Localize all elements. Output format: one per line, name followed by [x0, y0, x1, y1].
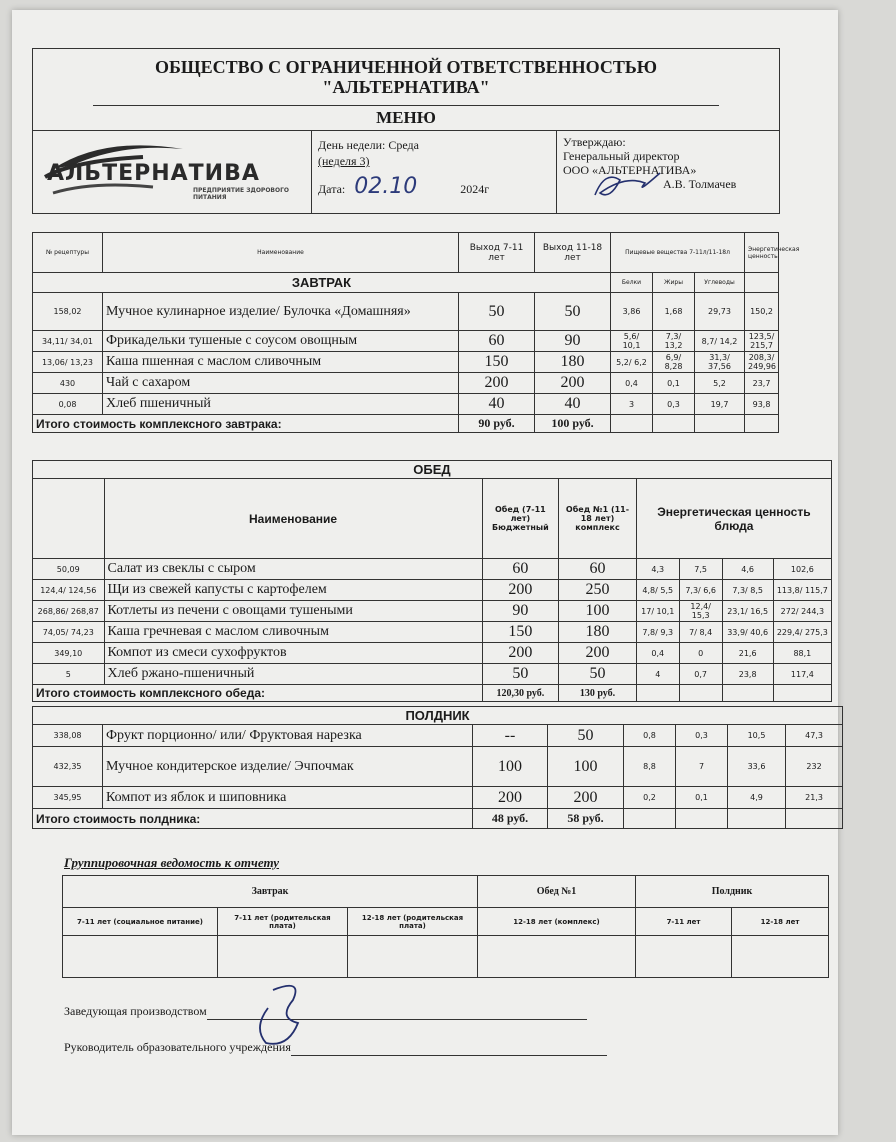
dish-name: Мучное кондитерское изделие/ Эчпочмак: [103, 747, 473, 787]
menu-row: [33, 352, 779, 373]
portion-2: 180: [559, 622, 637, 643]
dish-name: Фрукт порционно/ или/ Фруктовая нарезка: [103, 725, 473, 747]
approve-label: Утверждаю:: [563, 135, 626, 149]
dish-name: Компот из яблок и шиповника: [103, 787, 473, 809]
lunch-price-budget: 120,30 руб.: [482, 685, 559, 702]
protein: 4,3: [636, 559, 679, 580]
fat: 0,1: [676, 787, 728, 809]
portion-2: 60: [559, 559, 637, 580]
grouping-b-social: 7-11 лет (социальное питание): [63, 908, 218, 936]
org-line-2: "АЛЬТЕРНАТИВА": [322, 77, 490, 97]
dish-name: Салат из свеклы с сыром: [104, 559, 482, 580]
breakfast-price-7-11: 90 руб.: [459, 415, 535, 433]
lunch-price-complex: 130 руб.: [559, 685, 637, 702]
menu-row: [33, 622, 832, 643]
portion-2: 40: [535, 394, 611, 415]
fat: 0,1: [653, 373, 695, 394]
menu-row: [33, 331, 779, 352]
dish-name: Хлеб пшеничный: [103, 394, 459, 415]
fat: 1,68: [653, 293, 695, 331]
recipe-number: 74,05/ 74,23: [33, 622, 105, 643]
portion-1: 100: [473, 747, 548, 787]
protein: 8,8: [624, 747, 676, 787]
menu-row: [33, 394, 779, 415]
approve-company: ООО «АЛЬТЕРНАТИВА»: [563, 163, 697, 177]
menu-row: [33, 373, 779, 394]
portion-2: 50: [535, 293, 611, 331]
energy: 150,2: [745, 293, 779, 331]
lunch-col-name: Наименование: [104, 479, 482, 559]
snack-price-11-18: 58 руб.: [548, 809, 624, 829]
carbs: 10,5: [728, 725, 786, 747]
recipe-number: 158,02: [33, 293, 103, 331]
logo-tagline: ПРЕДПРИЯТИЕ ЗДОРОВОГО ПИТАНИЯ: [193, 187, 290, 201]
portion-2: 250: [559, 580, 637, 601]
menu-row: [33, 580, 832, 601]
grouping-section: [62, 855, 828, 978]
lunch-section: [32, 460, 832, 702]
production-signature-line: [64, 1004, 587, 1020]
lunch-total-label: Итого стоимость комплексного обеда:: [33, 685, 483, 702]
dish-name: Мучное кулинарное изделие/ Булочка «Домашняя»: [103, 293, 459, 331]
menu-row: [33, 725, 843, 747]
menu-title: МЕНЮ: [33, 106, 779, 131]
company-logo: [33, 131, 312, 213]
org-line-1: ОБЩЕСТВО С ОГРАНИЧЕННОЙ ОТВЕТСТВЕННОСТЬЮ: [155, 57, 657, 77]
grouping-breakfast: Завтрак: [63, 876, 478, 908]
energy: 88,1: [773, 643, 831, 664]
protein: 17/ 10,1: [636, 601, 679, 622]
protein: 4,8/ 5,5: [636, 580, 679, 601]
carbs: 19,7: [695, 394, 745, 415]
breakfast-price-11-18: 100 руб.: [535, 415, 611, 433]
date-label: Дата:: [318, 182, 346, 196]
portion-2: 50: [559, 664, 637, 685]
day-label: День недели: Среда: [318, 138, 419, 152]
breakfast-table: [32, 232, 800, 433]
snack-title: ПОЛДНИК: [33, 707, 843, 725]
col-out-11-18: Выход 11-18 лет: [535, 233, 611, 273]
col-recipe-num: № рецептуры: [33, 233, 103, 273]
fat: 0,3: [653, 394, 695, 415]
recipe-number: 5: [33, 664, 105, 685]
portion-1: --: [473, 725, 548, 747]
grouping-lunch-complex: 12-18 лет (комплекс): [478, 908, 636, 936]
recipe-number: 268,86/ 268,87: [33, 601, 105, 622]
date-value: 02.10: [354, 174, 418, 199]
year-label: 2024г: [460, 182, 490, 196]
portion-2: 180: [535, 352, 611, 373]
logo-name: АЛЬТЕРНАТИВА: [47, 161, 260, 186]
fat: 7/ 8,4: [679, 622, 722, 643]
snack-section: [32, 706, 842, 829]
recipe-number: 34,11/ 34,01: [33, 331, 103, 352]
dish-name: Щи из свежей капусты с картофелем: [104, 580, 482, 601]
carbs: 4,9: [728, 787, 786, 809]
fat: 0,7: [679, 664, 722, 685]
col-energy: Энергетическая ценность: [745, 233, 779, 273]
protein: 0,8: [624, 725, 676, 747]
protein: 0,2: [624, 787, 676, 809]
recipe-number: 345,95: [33, 787, 103, 809]
carbs: 5,2: [695, 373, 745, 394]
menu-row: [33, 787, 843, 809]
carbs: 21,6: [722, 643, 773, 664]
portion-2: 90: [535, 331, 611, 352]
protein: 5,2/ 6,2: [611, 352, 653, 373]
recipe-number: 432,35: [33, 747, 103, 787]
fat: 6,9/ 8,28: [653, 352, 695, 373]
dish-name: Фрикадельки тушеные с соусом овощным: [103, 331, 459, 352]
protein: 0,4: [611, 373, 653, 394]
portion-1: 40: [459, 394, 535, 415]
portion-1: 150: [482, 622, 559, 643]
col-carbs: Углеводы: [695, 273, 745, 293]
breakfast-title: ЗАВТРАК: [33, 273, 611, 293]
lunch-title: ОБЕД: [33, 461, 832, 479]
portion-1: 90: [482, 601, 559, 622]
approve-name: А.В. Толмачев: [663, 177, 737, 191]
energy: 229,4/ 275,3: [773, 622, 831, 643]
breakfast-section: [32, 232, 800, 433]
grouping-b-parent-12-18: 12-18 лет (родительская плата): [348, 908, 478, 936]
portion-1: 60: [482, 559, 559, 580]
approval-block: [557, 131, 779, 213]
grouping-cell[interactable]: [348, 936, 478, 978]
carbs: 29,73: [695, 293, 745, 331]
fat: 7,3/ 13,2: [653, 331, 695, 352]
dish-name: Котлеты из печени с овощами тушеными: [104, 601, 482, 622]
col-nutrients: Пищевые вещества 7-11л/11-18л: [611, 233, 745, 273]
recipe-number: 0,08: [33, 394, 103, 415]
carbs: 4,6: [722, 559, 773, 580]
week-label: (неделя 3): [318, 154, 370, 168]
menu-row: [33, 601, 832, 622]
snack-table: [32, 706, 843, 829]
energy: 23,7: [745, 373, 779, 394]
portion-1: 60: [459, 331, 535, 352]
paper-sheet: [12, 10, 838, 1135]
portion-1: 50: [482, 664, 559, 685]
snack-total-label: Итого стоимость полдника:: [33, 809, 473, 829]
dish-name: Компот из смеси сухофруктов: [104, 643, 482, 664]
recipe-number: 430: [33, 373, 103, 394]
portion-2: 200: [559, 643, 637, 664]
energy: 93,8: [745, 394, 779, 415]
portion-2: 100: [548, 747, 624, 787]
recipe-number: 349,10: [33, 643, 105, 664]
recipe-number: 50,09: [33, 559, 105, 580]
portion-1: 50: [459, 293, 535, 331]
portion-2: 200: [535, 373, 611, 394]
lunch-col-complex: Обед №1 (11-18 лет) комплекс: [559, 479, 637, 559]
grouping-title: Группировочная ведомость к отчету: [64, 855, 280, 870]
portion-1: 200: [473, 787, 548, 809]
protein: 7,8/ 9,3: [636, 622, 679, 643]
grouping-lunch: Обед №1: [478, 876, 636, 908]
portion-2: 100: [559, 601, 637, 622]
approve-position: Генеральный директор: [563, 149, 680, 163]
col-name: Наименование: [103, 233, 459, 273]
menu-row: [33, 747, 843, 787]
portion-1: 200: [459, 373, 535, 394]
energy: 117,4: [773, 664, 831, 685]
dish-name: Чай с сахаром: [103, 373, 459, 394]
energy: 123,5/ 215,7: [745, 331, 779, 352]
grouping-snack-12-18: 12-18 лет: [732, 908, 829, 936]
snack-price-7-11: 48 руб.: [473, 809, 548, 829]
portion-1: 200: [482, 580, 559, 601]
energy: 232: [786, 747, 843, 787]
grouping-snack-7-11: 7-11 лет: [636, 908, 732, 936]
grouping-b-parent-7-11: 7-11 лет (родительская плата): [218, 908, 348, 936]
carbs: 33,6: [728, 747, 786, 787]
carbs: 23,1/ 16,5: [722, 601, 773, 622]
lunch-col-budget: Обед (7-11 лет) Бюджетный: [482, 479, 559, 559]
energy: 21,3: [786, 787, 843, 809]
head-label: Руководитель образовательного учреждения: [64, 1040, 291, 1054]
grouping-cell[interactable]: [218, 936, 348, 978]
carbs: 23,8: [722, 664, 773, 685]
menu-row: [33, 559, 832, 580]
menu-row: [33, 293, 779, 331]
day-info: [312, 131, 557, 213]
recipe-number: 124,4/ 124,56: [33, 580, 105, 601]
grouping-table: [62, 875, 829, 978]
menu-row: [33, 664, 832, 685]
breakfast-total-label: Итого стоимость комплексного завтрака:: [33, 415, 459, 433]
carbs: 7,3/ 8,5: [722, 580, 773, 601]
fat: 0: [679, 643, 722, 664]
fat: 7: [676, 747, 728, 787]
energy: 208,3/ 249,96: [745, 352, 779, 373]
menu-row: [33, 643, 832, 664]
grouping-cell[interactable]: [63, 936, 218, 978]
grouping-cell[interactable]: [732, 936, 829, 978]
energy: 102,6: [773, 559, 831, 580]
recipe-number: 338,08: [33, 725, 103, 747]
info-row: [33, 131, 779, 213]
col-out-7-11: Выход 7-11 лет: [459, 233, 535, 273]
organization-title: [33, 49, 779, 99]
grouping-cell[interactable]: [478, 936, 636, 978]
portion-1: 150: [459, 352, 535, 373]
energy: 272/ 244,3: [773, 601, 831, 622]
grouping-cell[interactable]: [636, 936, 732, 978]
head-signature-line: [64, 1040, 607, 1056]
carbs: 8,7/ 14,2: [695, 331, 745, 352]
col-protein: Белки: [611, 273, 653, 293]
carbs: 31,3/ 37,56: [695, 352, 745, 373]
production-label: Заведующая производством: [64, 1004, 207, 1018]
portion-2: 200: [548, 787, 624, 809]
dish-name: Каша пшенная с маслом сливочным: [103, 352, 459, 373]
lunch-table: [32, 460, 832, 702]
fat: 0,3: [676, 725, 728, 747]
portion-1: 200: [482, 643, 559, 664]
portion-2: 50: [548, 725, 624, 747]
dish-name: Каша гречневая с маслом сливочным: [104, 622, 482, 643]
head-sign-field[interactable]: [291, 1040, 607, 1056]
protein: 5,6/ 10,1: [611, 331, 653, 352]
protein: 0,4: [636, 643, 679, 664]
energy: 113,8/ 115,7: [773, 580, 831, 601]
energy: 47,3: [786, 725, 843, 747]
fat: 12,4/ 15,3: [679, 601, 722, 622]
fat: 7,3/ 6,6: [679, 580, 722, 601]
grouping-snack: Полдник: [636, 876, 829, 908]
carbs: 33,9/ 40,6: [722, 622, 773, 643]
fat: 7,5: [679, 559, 722, 580]
document-header: [32, 48, 780, 214]
recipe-number: 13,06/ 13,23: [33, 352, 103, 373]
col-fat: Жиры: [653, 273, 695, 293]
protein: 3,86: [611, 293, 653, 331]
director-signature-icon: [585, 165, 665, 205]
protein: 3: [611, 394, 653, 415]
dish-name: Хлеб ржано-пшеничный: [104, 664, 482, 685]
protein: 4: [636, 664, 679, 685]
lunch-col-energy: Энергетическая ценность блюда: [636, 479, 831, 559]
